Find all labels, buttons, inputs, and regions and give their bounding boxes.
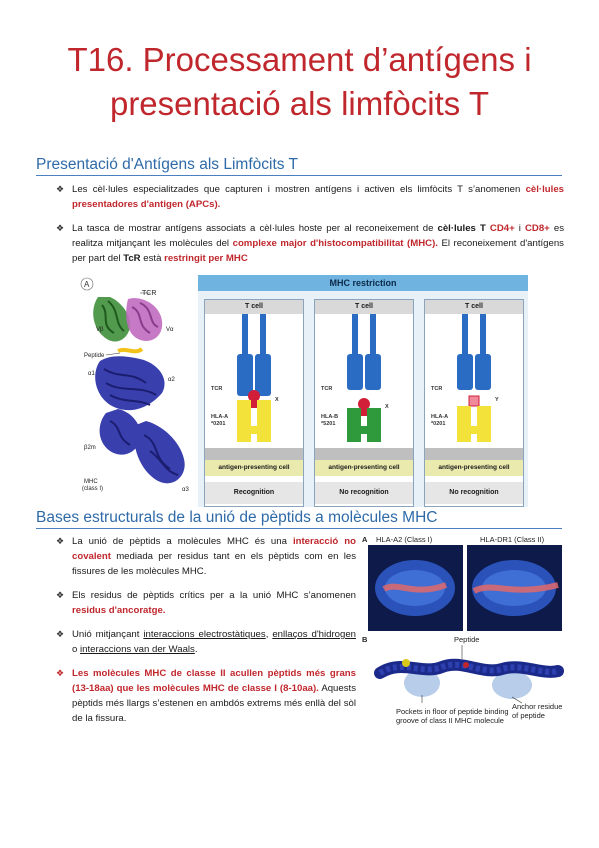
- bullet-peptide-length: ❖ Les molècules MHC de classe II acullen pèptids més grans (13-18aa) que les molècules MHC de classe I (8-10aa). Aquests pèptids més llargs s’estenen en ambdós extrems més enllà del sòl de la fissura.: [56, 668, 356, 724]
- diamond-bullet-icon: ❖: [56, 590, 65, 600]
- mhc-surface-images: [362, 545, 567, 635]
- diamond-bullet-icon: ❖: [56, 223, 65, 233]
- apc-label: antigen-presenting cell: [205, 460, 303, 476]
- pockets-label: Pockets in floor of peptide binding groove of class II MHC molecule: [396, 707, 509, 725]
- alpha2-label: α2: [168, 377, 175, 383]
- bullet-apc: ❖ Les cèl·lules especialitzades que capturen i mostren antígens i activen els limfòcits T s’anomenen cèl·lules presentadores d'antigen (APCs).: [56, 184, 564, 210]
- alpha1-label: α1: [88, 371, 95, 377]
- panel-no-recognition-hla: [314, 299, 414, 507]
- tcr-label: TCR: [321, 386, 333, 392]
- section2-bullets: [56, 534, 356, 735]
- mhc-restriction-diagram: [198, 275, 528, 507]
- section-heading-antigen-presentation: Presentació d'Antígens als Limfòcits T: [36, 156, 298, 173]
- allele-label: *5201: [321, 421, 336, 427]
- hla-a2-label: HLA-A2 (Class I): [376, 535, 433, 544]
- allele-label: *0201: [211, 421, 226, 427]
- result-label: No recognition: [425, 482, 523, 504]
- allele-label: *0201: [431, 421, 446, 427]
- b2m-label: β2m: [84, 445, 96, 451]
- tcell-label: T cell: [205, 300, 303, 314]
- panel-recognition: [204, 299, 304, 507]
- peptide-x-label: X: [275, 397, 279, 403]
- mhc-restriction-header: MHC restriction: [198, 275, 528, 291]
- mhc-label: MHC: [84, 479, 98, 485]
- hla-label: HLA-A: [211, 414, 229, 420]
- hla-dr1-label: HLA-DR1 (Class II): [480, 535, 545, 544]
- tcr-label: TCR: [431, 386, 443, 392]
- diamond-bullet-icon: ❖: [56, 536, 65, 546]
- va-label: Vα: [166, 327, 174, 333]
- page-title: [0, 38, 599, 126]
- mhc-class-label: (class I): [82, 486, 103, 492]
- bullet-anchor-residues: ❖ Els residus de pèptids crítics per a la unió MHC s’anomenen residus d'ancoratge.: [56, 590, 356, 616]
- apc-label: antigen-presenting cell: [425, 460, 523, 476]
- figure-mhc-restriction: [70, 275, 530, 510]
- anchor-residue-label: Anchor residue of peptide: [512, 702, 563, 720]
- tcr-label: TCR: [211, 386, 223, 392]
- title-line-1: T16. Processament d’antígens i: [67, 41, 532, 78]
- bullet-mhc-restriction: ❖ La tasca de mostrar antígens associats a cèl·lules hoste per al reconeixement de cèl·lules T CD4+ i CD8+ es realitza mitjançant les molècules del complexe major d'histocompatibilitat (MHC). El reconeixement d'antígens per part del TcR està restringit per MHC: [56, 223, 564, 264]
- section-divider: [36, 175, 562, 176]
- section-divider: [36, 528, 562, 529]
- bullet-non-covalent: ❖ La unió de pèptids a molècules MHC és una interacció no covalent mediada per residus tant en els pèptids com en les fissures de les molècules MHC.: [56, 536, 356, 577]
- tcr-mhc-structure-illustration: [70, 275, 198, 510]
- panel-no-recognition-peptide: [424, 299, 524, 507]
- panel-a-label: A: [362, 535, 368, 544]
- result-label: No recognition: [315, 482, 413, 504]
- hla-label: HLA-B: [321, 414, 339, 420]
- panel-a-label: A: [84, 280, 90, 289]
- figure-peptide-binding-groove: [362, 535, 567, 745]
- diamond-bullet-icon: ❖: [56, 668, 65, 678]
- tcell-label: T cell: [315, 300, 413, 314]
- section-heading-structural-bases: Bases estructurals de la unió de pèptids a molècules MHC: [36, 509, 438, 526]
- bullet-interactions: ❖ Unió mitjançant interaccions electrostàtiques, enllaços d'hidrogen o interaccions van der Waals.: [56, 629, 356, 655]
- diamond-bullet-icon: ❖: [56, 184, 65, 194]
- tcr-label: TCR: [142, 290, 157, 297]
- apc-label: antigen-presenting cell: [315, 460, 413, 476]
- peptide-label: Peptide: [454, 635, 480, 644]
- peptide-y-label: Y: [495, 397, 499, 403]
- alpha3-label: α3: [182, 487, 189, 493]
- panel-b-label: B: [362, 635, 368, 644]
- result-label: Recognition: [205, 482, 303, 504]
- peptide-label: Peptide: [84, 353, 105, 359]
- hla-label: HLA-A: [431, 414, 449, 420]
- peptide-groove-model: [362, 645, 567, 705]
- diamond-bullet-icon: ❖: [56, 629, 65, 639]
- peptide-x-label: X: [385, 404, 389, 410]
- section1-bullets: [56, 182, 564, 275]
- title-line-2: presentació als limfòcits T: [109, 85, 490, 122]
- tcell-label: T cell: [425, 300, 523, 314]
- vb-label: Vβ: [96, 327, 104, 333]
